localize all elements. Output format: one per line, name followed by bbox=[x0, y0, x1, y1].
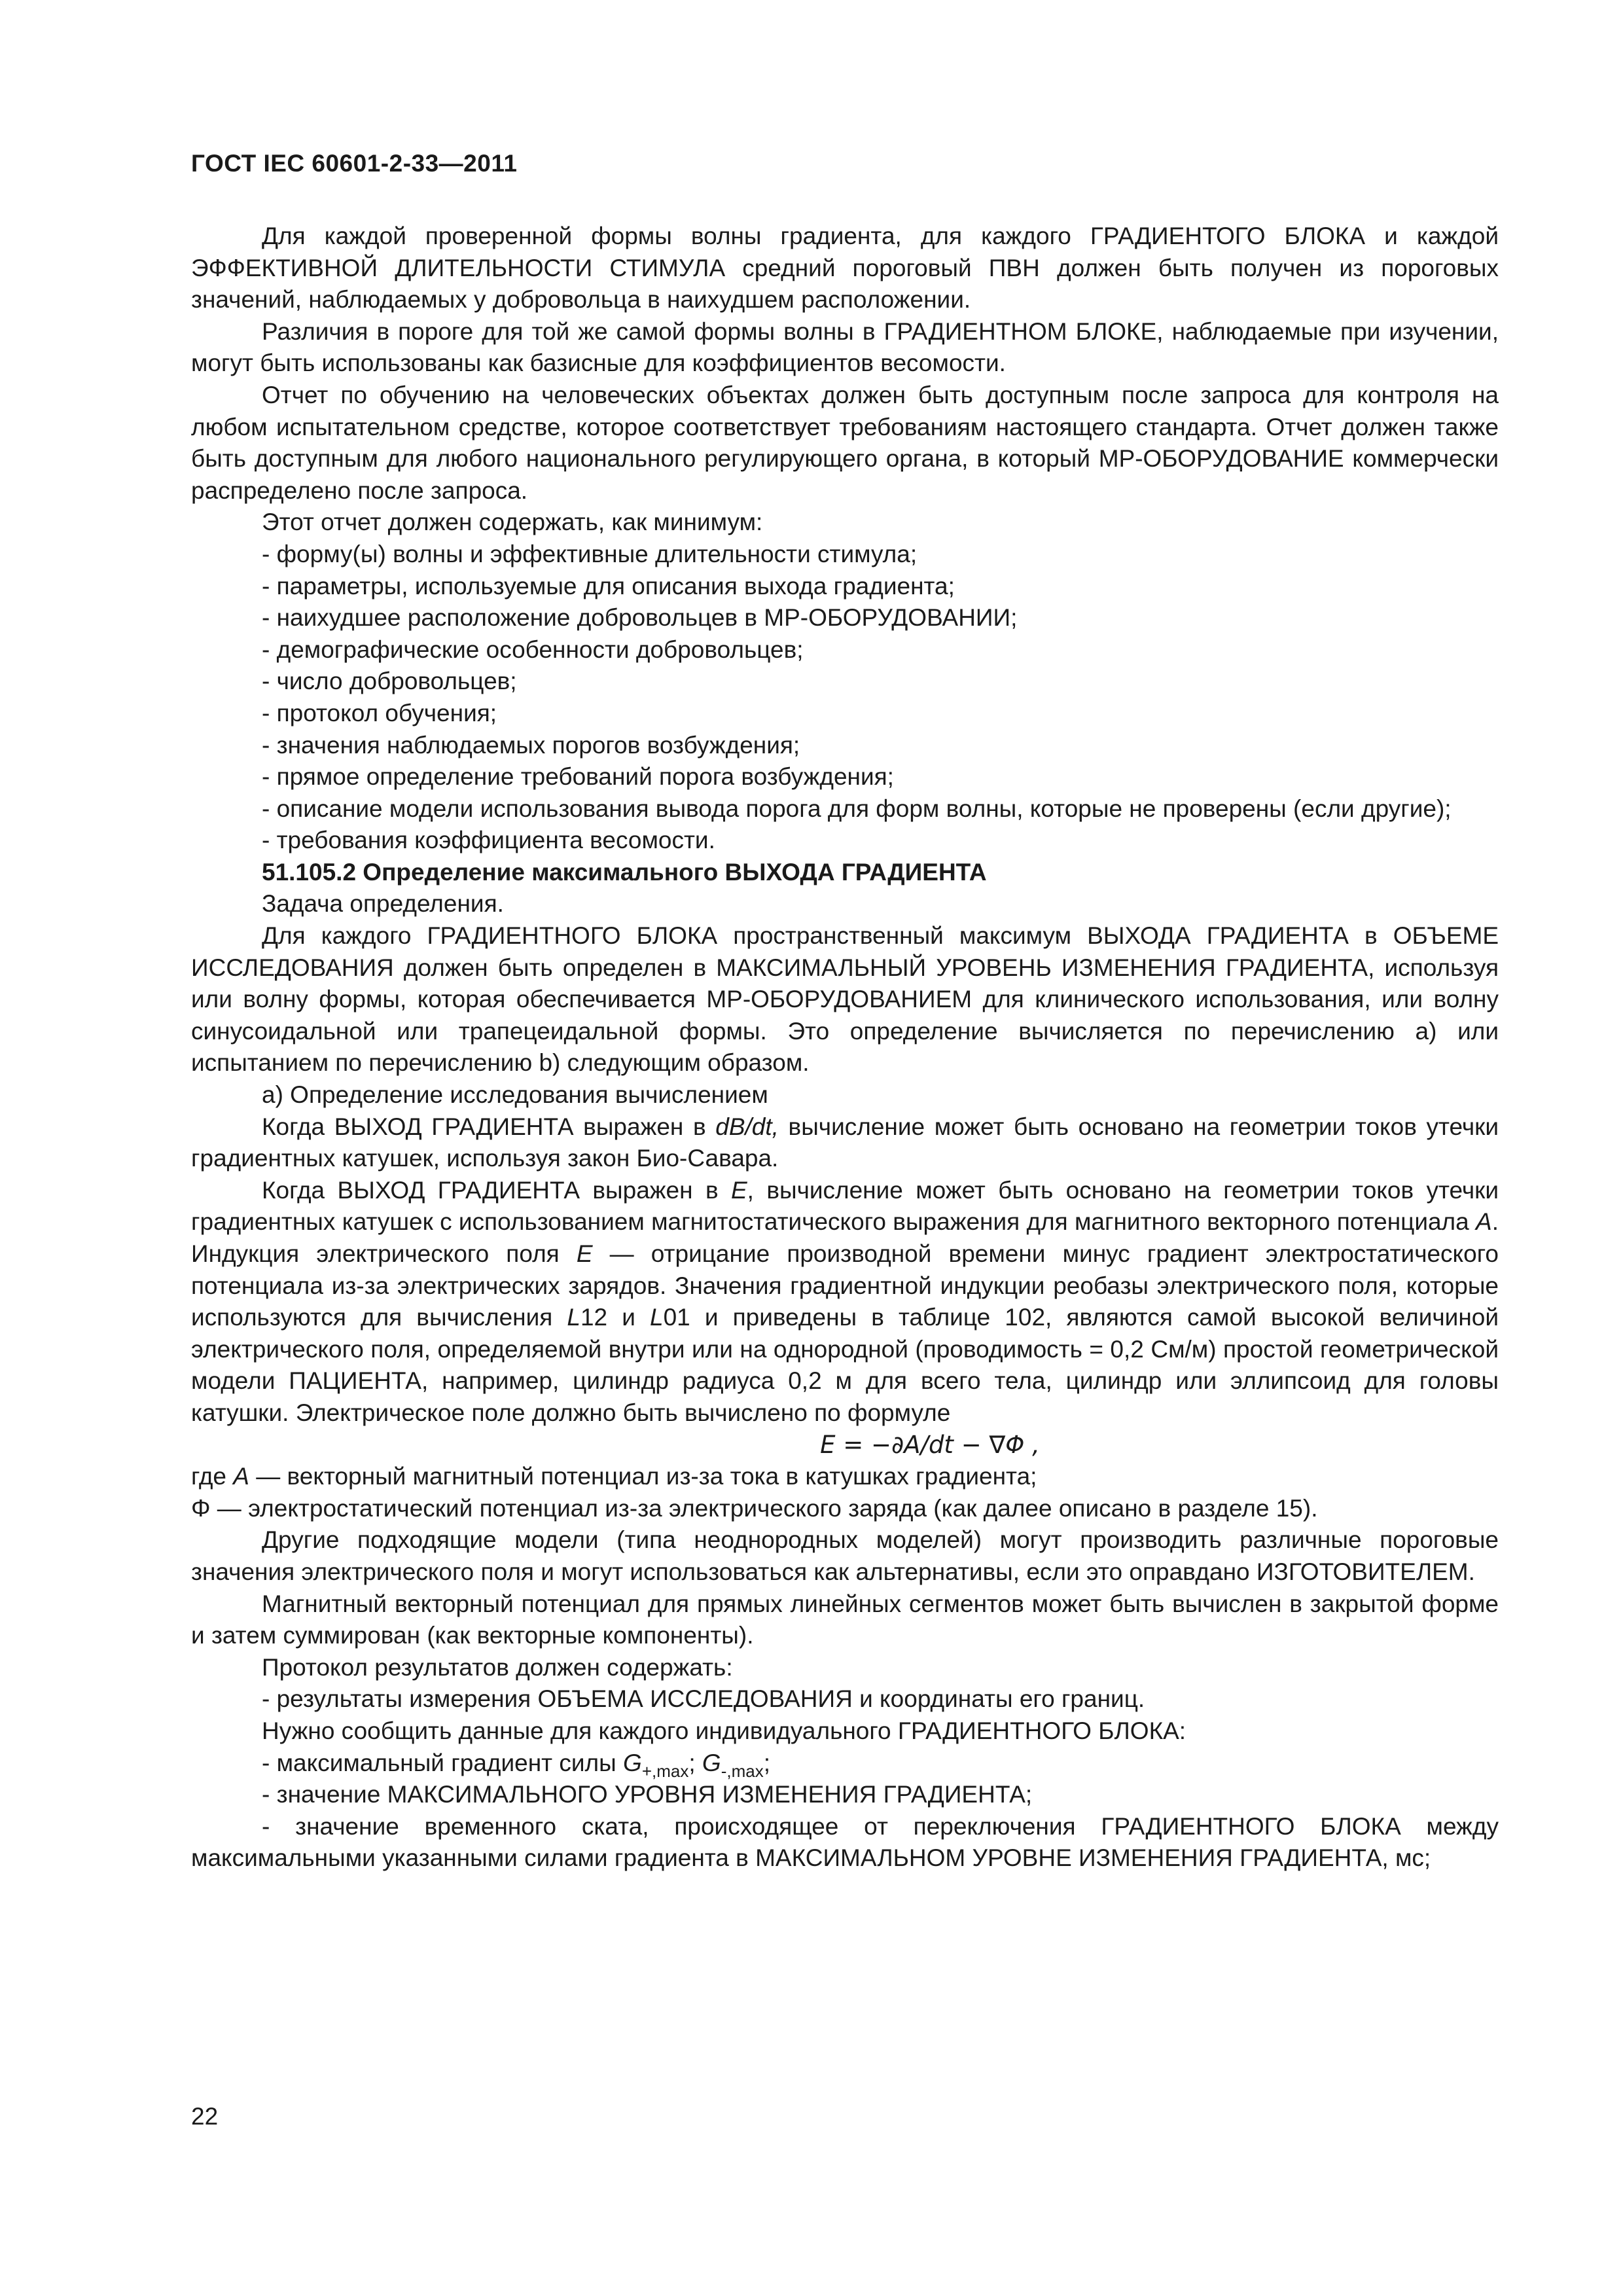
text-run: Когда ВЫХОД ГРАДИЕНТА выражен в bbox=[262, 1113, 716, 1140]
list-item bbox=[191, 1748, 1499, 1780]
subscript: -,max bbox=[721, 1761, 764, 1781]
document-header: ГОСТ IEC 60601-2-33—2011 bbox=[191, 150, 518, 177]
text-run: 12 и bbox=[580, 1304, 651, 1331]
list-item: - форму(ы) волны и эффективные длительности стимула; bbox=[262, 540, 918, 567]
list-item: - описание модели использования вывода порога для форм волны, которые не проверены (если другие); bbox=[262, 795, 1452, 822]
subscript: +,max bbox=[641, 1761, 689, 1781]
list-item: - прямое определение требований порога возбуждения; bbox=[262, 763, 894, 791]
text-run: ; bbox=[763, 1749, 770, 1776]
list-item: - число добровольцев; bbox=[262, 668, 517, 695]
page-number: 22 bbox=[191, 2103, 219, 2130]
paragraph: Нужно сообщить данные для каждого индивидуального ГРАДИЕНТНОГО БЛОКА: bbox=[262, 1717, 1186, 1744]
paragraph: Этот отчет должен содержать, как минимум: bbox=[262, 509, 763, 536]
paragraph: Различия в пороге для той же самой формы волны в ГРАДИЕНТНОМ БЛОКЕ, наблюдаемые при изучении, могут быть использованы как базисные для коэффициентов весомости. bbox=[191, 317, 1499, 377]
text-run: вычисление может быть основано на геометрии токов утечки градиентных катушек, используя закон Био-Савара. bbox=[191, 1113, 1499, 1172]
text-run: - максимальный градиент силы bbox=[262, 1749, 624, 1776]
math-variable: A bbox=[233, 1463, 249, 1490]
list-item: - значения наблюдаемых порогов возбуждения; bbox=[262, 731, 800, 759]
math-variable: dB/dt, bbox=[715, 1113, 779, 1140]
text-run: 01 и приведены в таблице 102, являются самой высокой величиной электрического поля, определяемой внутри или на однородной (проводимость = 0,2 См/м) простой геометрической модели ПАЦИЕНТА, например, цилиндр радиуса 0,2 м для всего тела, цилиндр или эллипсоид для головы катушки. Электрическое поле должно быть вычислено по формуле bbox=[191, 1304, 1499, 1426]
text-run: . Индукция электрического поля bbox=[191, 1208, 1499, 1267]
paragraph bbox=[191, 1461, 1499, 1493]
text-run: где bbox=[191, 1463, 234, 1490]
math-variable: E bbox=[576, 1240, 593, 1267]
paragraph: Протокол результатов должен содержать: bbox=[262, 1653, 733, 1681]
list-item: - демографические особенности добровольцев; bbox=[262, 636, 804, 663]
math-variable: L bbox=[567, 1304, 580, 1331]
paragraph: а) Определение исследования вычислением bbox=[262, 1081, 768, 1109]
formula: E = −∂A/dt − ∇Φ , bbox=[820, 1430, 1040, 1459]
paragraph: Φ — электростатический потенциал из-за электрического заряда (как далее описано в разделе 15). bbox=[191, 1494, 1318, 1522]
math-variable: G bbox=[702, 1749, 721, 1776]
paragraph bbox=[191, 1111, 1499, 1175]
paragraph: Другие подходящие модели (типа неоднородных моделей) могут производить различные пороговые значения электрического поля и могут использоваться как альтернативы, если это оправдано ИЗГОТОВИТЕЛЕМ. bbox=[191, 1526, 1499, 1585]
document-body bbox=[191, 221, 1499, 1874]
paragraph: Отчет по обучению на человеческих объектах должен быть доступным после запроса для контроля на любом испытательном средстве, которое соответствует требованиям настоящего стандарта. Отчет должен также быть доступным для любого национального регулирующего органа, в который МР-ОБОРУДОВАНИЕ коммерчески распределено после запроса. bbox=[191, 381, 1499, 504]
math-variable: G bbox=[623, 1749, 642, 1776]
list-item: - наихудшее расположение добровольцев в МР-ОБОРУДОВАНИИ; bbox=[262, 604, 1018, 632]
text-run: — отрицание производной времени минус градиент электростатического потенциала из-за электрических зарядов. Значения градиентной индукции реобазы электрического поля, которые используются для вычисления bbox=[191, 1240, 1499, 1331]
paragraph: Для каждой проверенной формы волны градиента, для каждого ГРАДИЕНТОГО БЛОКА и каждой ЭФФЕКТИВНОЙ ДЛИТЕЛЬНОСТИ СТИМУЛА средний пороговый ПВН должен быть получен из пороговых значений, наблюдаемых у добровольца в наихудшем расположении. bbox=[191, 223, 1499, 314]
paragraph: Для каждого ГРАДИЕНТНОГО БЛОКА пространственный максимум ВЫХОДА ГРАДИЕНТА в ОБЪЕМЕ ИССЛЕДОВАНИЯ должен быть определен в МАКСИМАЛЬНЫЙ УРОВЕНЬ ИЗМЕНЕНИЯ ГРАДИЕНТА, используя или волну формы, которая обеспечивается МР-ОБОРУДОВАНИЕМ для клинического использования, или волну синусоидальной или трапецеидальной формы. Это определение вычисляется по перечислению а) или испытанием по перечислению b) следующим образом. bbox=[191, 922, 1499, 1077]
math-variable: E bbox=[730, 1176, 747, 1204]
list-item: - значение МАКСИМАЛЬНОГО УРОВНЯ ИЗМЕНЕНИЯ ГРАДИЕНТА; bbox=[262, 1781, 1033, 1808]
list-item: - результаты измерения ОБЪЕМА ИССЛЕДОВАНИЯ и координаты его границ. bbox=[262, 1685, 1145, 1713]
text-run: Когда ВЫХОД ГРАДИЕНТА выражен в bbox=[262, 1176, 731, 1204]
math-variable: A bbox=[1476, 1208, 1492, 1236]
list-item: - параметры, используемые для описания выхода градиента; bbox=[262, 572, 955, 600]
text-run: , вычисление может быть основано на геометрии токов утечки градиентных катушек с использованием магнитостатического выражения для магнитного векторного потенциала bbox=[191, 1176, 1499, 1236]
section-heading: 51.105.2 Определение максимального ВЫХОДА ГРАДИЕНТА bbox=[262, 858, 987, 886]
text-run: — векторный магнитный потенциал из-за тока в катушках градиента; bbox=[249, 1463, 1037, 1490]
paragraph: Магнитный векторный потенциал для прямых линейных сегментов может быть вычислен в закрытой форме и затем суммирован (как векторные компоненты). bbox=[191, 1590, 1499, 1649]
list-item: - требования коэффициента весомости. bbox=[262, 827, 715, 854]
list-item: - значение временного ската, происходящее от переключения ГРАДИЕНТНОГО БЛОКА между максимальными указанными силами градиента в МАКСИМАЛЬНОМ УРОВНЕ ИЗМЕНЕНИЯ ГРАДИЕНТА, мс; bbox=[191, 1812, 1499, 1872]
math-variable: L bbox=[650, 1304, 664, 1331]
text-run: ; bbox=[688, 1749, 702, 1776]
paragraph bbox=[191, 1175, 1499, 1429]
list-item: - протокол обучения; bbox=[262, 699, 497, 726]
paragraph: Задача определения. bbox=[262, 890, 504, 918]
